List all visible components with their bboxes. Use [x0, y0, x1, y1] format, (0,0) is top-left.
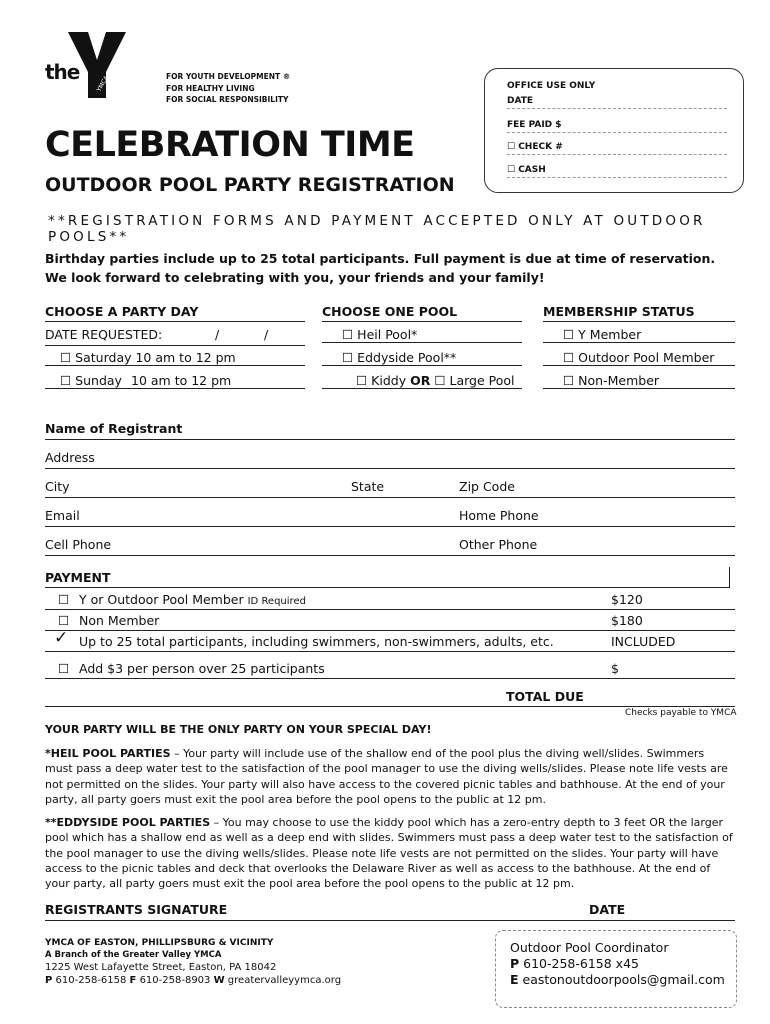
payment-item-label: Up to 25 total participants, including swimmers, non-swimmers, adults, etc. [79, 634, 554, 649]
payment-item-note: ID Required [247, 596, 306, 607]
state-label: State [351, 479, 385, 494]
eddyside-pool-parties-lead: **EDDYSIDE POOL PARTIES [45, 816, 211, 829]
coordinator-phone [510, 956, 639, 971]
payment-amount: INCLUDED [611, 634, 676, 649]
footer-web: greatervalleyymca.org [224, 975, 342, 986]
sunday-time: 10 am to 12 pm [131, 373, 232, 388]
payment-item-text: Y or Outdoor Pool Member [79, 592, 244, 607]
registrant-name-label: Name of Registrant [45, 421, 183, 436]
saturday-option[interactable]: ☐ Saturday 10 am to 12 pm [45, 350, 305, 366]
payment-item-label [79, 592, 306, 607]
date-slash: / [215, 327, 220, 342]
other-phone-label: Other Phone [459, 537, 538, 552]
coordinator-email-address: eastonoutdoorpools@gmail.com [518, 972, 725, 987]
payment-amount: $ [611, 661, 619, 676]
payment-row-line [45, 678, 735, 679]
signature-label: REGISTRANTS SIGNATURE [45, 902, 228, 917]
city-state-zip-field[interactable] [45, 496, 735, 498]
coordinator-email-label: E [510, 972, 519, 987]
eddyside-pool-option[interactable]: ☐ Eddyside Pool** [322, 350, 522, 366]
payment-row-line [45, 609, 735, 610]
city-label: City [45, 479, 70, 494]
special-day-text: YOUR PARTY WILL BE THE ONLY PARTY ON YOUR SPECIAL DAY! [45, 723, 432, 736]
or-label: OR [410, 373, 431, 388]
payment-row-line [45, 630, 735, 631]
footer-phone: 610-258-6158 [52, 975, 130, 986]
payment-row-line [45, 651, 735, 652]
registrant-name-field[interactable] [45, 438, 735, 440]
footer-address: 1225 West Lafayette Street, Easton, PA 18042 [45, 962, 277, 973]
notice-text: **REGISTRATION FORMS AND PAYMENT ACCEPTED ONLY AT OUTDOOR POOLS** [48, 213, 706, 245]
payment-item-label: Non Member [79, 613, 160, 628]
office-date-field[interactable]: DATE [507, 96, 727, 109]
payment-checkbox[interactable]: ☐ [58, 592, 70, 607]
payment-amount: $180 [611, 613, 643, 628]
heil-pool-option[interactable]: ☐ Heil Pool* [322, 327, 522, 343]
date-requested-label: DATE REQUESTED: [45, 327, 163, 342]
payment-checkbox[interactable]: ☐ [58, 613, 70, 628]
page-title: CELEBRATION TIME [45, 125, 415, 165]
footer-contact [45, 975, 341, 986]
zip-label: Zip Code [459, 479, 515, 494]
office-use-box [484, 68, 744, 193]
tagline-line: FOR HEALTHY LIVING [166, 83, 255, 93]
email-label: Email [45, 508, 80, 523]
footer-phone-label: P [45, 975, 53, 986]
date-slash: / [264, 327, 269, 342]
eddyside-pool-parties-text [45, 815, 735, 891]
address-label: Address [45, 450, 95, 465]
address-field[interactable] [45, 467, 735, 469]
date-requested-field[interactable] [45, 327, 305, 346]
checks-payable-note: Checks payable to YMCA [625, 708, 737, 718]
office-cash-field[interactable]: ☐ CASH [507, 165, 727, 178]
intro-text: Birthday parties include up to 25 total participants. Full payment is due at time of reservation. We look forward to celebrating with you, your friends and your family! [45, 251, 716, 285]
payment-item-label: Add $3 per person over 25 participants [79, 661, 325, 676]
kiddy-large-option[interactable] [322, 373, 522, 389]
outdoor-member-option[interactable]: ☐ Outdoor Pool Member [543, 350, 735, 366]
coordinator-email[interactable] [510, 972, 725, 987]
sunday-option[interactable] [45, 373, 305, 389]
heil-pool-parties-text [45, 746, 735, 807]
total-due-label: TOTAL DUE [506, 689, 584, 704]
y-member-option[interactable]: ☐ Y Member [543, 327, 735, 343]
logo-the-text: the [45, 60, 80, 84]
large-pool-label: ☐ Large Pool [430, 373, 515, 388]
ymca-logo [66, 30, 128, 100]
check-mark-icon[interactable]: ✓ [54, 628, 69, 648]
footer-fax: 610-258-8903 [136, 975, 214, 986]
tagline-line: FOR SOCIAL RESPONSIBILITY [166, 95, 289, 104]
payment-heading: PAYMENT [45, 570, 111, 585]
tagline [166, 71, 290, 106]
email-home-phone-field[interactable] [45, 525, 735, 527]
signature-date-label: DATE [589, 902, 626, 917]
sunday-label: ☐ Sunday [60, 373, 122, 388]
footer-web-label: W [213, 975, 225, 986]
payment-divider [45, 587, 730, 588]
party-day-heading: CHOOSE A PARTY DAY [45, 304, 305, 322]
cell-other-phone-field[interactable] [45, 554, 735, 556]
eddyside-pool-parties-body: – You may choose to use the kiddy pool which has a zero-entry depth to 3 feet OR the larger pool which has a shallow end as well as a deep end with slides. Swimmers must pass a deep water test to the satisfaction of the pool manager to use the diving wells/slides. Please note life vests are not permitted on the slides. Your party will have access to the picnic tables and deck that overlooks the Delaware River as well as access to the bathhouse. At the end of your party, all party goers must exit the pool area before the pool opens to the public at 12 pm. [45, 816, 733, 891]
footer-org: YMCA OF EASTON, PHILLIPSBURG & VICINITY [45, 938, 274, 948]
payment-checkbox[interactable]: ☐ [58, 661, 70, 676]
payment-amount: $120 [611, 592, 643, 607]
coordinator-title: Outdoor Pool Coordinator [510, 940, 669, 955]
total-due-line[interactable] [45, 706, 735, 707]
tagline-line: FOR YOUTH DEVELOPMENT ® [166, 72, 291, 81]
membership-heading: MEMBERSHIP STATUS [543, 304, 735, 322]
coordinator-phone-number: 610-258-6158 x45 [519, 956, 639, 971]
page-subtitle: OUTDOOR POOL PARTY REGISTRATION [45, 174, 455, 196]
office-check-field[interactable]: ☐ CHECK # [507, 142, 727, 155]
coordinator-box [495, 930, 737, 1008]
footer-branch: A Branch of the Greater Valley YMCA [45, 950, 222, 960]
footer-fax-label: F [129, 975, 137, 986]
payment-divider-tick [729, 567, 730, 588]
non-member-option[interactable]: ☐ Non-Member [543, 373, 735, 389]
pool-heading: CHOOSE ONE POOL [322, 304, 522, 322]
office-use-title: OFFICE USE ONLY [507, 81, 596, 91]
kiddy-pool-label: ☐ Kiddy [356, 373, 411, 388]
cell-phone-label: Cell Phone [45, 537, 112, 552]
office-fee-paid-field[interactable]: FEE PAID $ [507, 120, 727, 133]
home-phone-label: Home Phone [459, 508, 539, 523]
ymca-logo-text: YMCA [95, 74, 111, 93]
signature-field[interactable] [45, 919, 735, 921]
heil-pool-parties-lead: *HEIL POOL PARTIES [45, 747, 171, 760]
coordinator-phone-label: P [510, 956, 520, 971]
heil-pool-parties-body: – Your party will include use of the shallow end of the pool plus the diving well/slides. Swimmers must pass a deep water test to the satisfaction of the pool manager to use the diving wells/slides. Please note life vests are not permitted on the slides. Your party will also have access to the covered picnic tables and bathhouse. At the end of your party, all party goers must exit the pool area before the pool opens to the public at 12 pm. [45, 747, 728, 806]
